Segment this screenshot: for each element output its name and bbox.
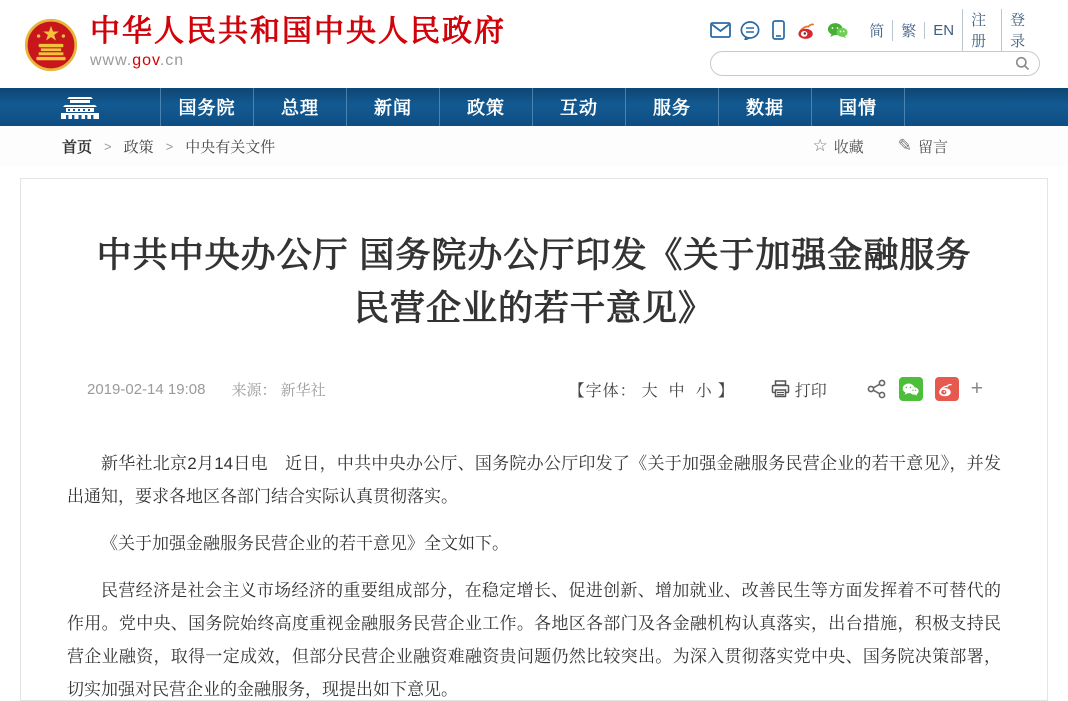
quick-links-row (710, 12, 1040, 50)
mobile-icon[interactable] (769, 20, 788, 40)
site-header (0, 0, 1068, 88)
breadcrumb (0, 126, 1068, 166)
comment-label: 留言 (917, 138, 948, 156)
crumb-actions (812, 136, 948, 157)
paragraph: 《关于加强金融服务民营企业的若干意见》全文如下。 (101, 534, 509, 553)
wechat-icon[interactable] (827, 20, 848, 40)
paragraph: 新华社北京2月14日电 近日，中共中央办公厅、国务院办公厅印发了《关于加强金融服务民营企业的若干意见》，并发出通知，要求各地区各部门结合实际认真贯彻落实。 (67, 454, 1001, 506)
url-www: www. (90, 52, 133, 69)
nav-home-tiananmen-icon[interactable] (0, 88, 160, 126)
article-card (20, 178, 1048, 701)
print-label: 打印 (794, 382, 827, 400)
share-group (867, 377, 983, 401)
site-title: 中华人民共和国中央人民政府 (90, 15, 506, 48)
font-size-suffix: 】 (717, 382, 735, 400)
lang-simplified[interactable]: 简 (869, 22, 885, 40)
article-meta (87, 377, 983, 401)
article-title: 中共中央办公厅 国务院办公厅印发《关于加强金融服务民营企业的若干意见》 (96, 236, 972, 328)
pencil-icon: ✎ (897, 136, 912, 155)
breadcrumb-current: 中央有关文件 (185, 138, 276, 156)
printer-icon (771, 380, 790, 398)
share-wechat-icon[interactable] (899, 377, 923, 401)
share-more-button[interactable]: + (970, 377, 983, 400)
lang-links (861, 9, 1040, 51)
search-box (710, 51, 1040, 76)
meta-left (87, 379, 326, 400)
main-nav (0, 88, 1068, 126)
source-value: 新华社 (280, 381, 326, 399)
nav-item-news[interactable]: 新闻 (346, 88, 439, 126)
favorite-button[interactable] (812, 136, 863, 157)
publish-date: 2019-02-14 19:08 (87, 380, 206, 398)
site-url (90, 52, 506, 70)
breadcrumb-separator: > (104, 138, 112, 154)
login-link[interactable]: 登录 (1001, 9, 1040, 51)
logo-text (90, 14, 506, 70)
national-emblem-icon (24, 18, 78, 72)
breadcrumb-policy[interactable]: 政策 (123, 138, 154, 156)
nav-item-services[interactable]: 服务 (625, 88, 718, 126)
nav-item-state-council[interactable]: 国务院 (160, 88, 253, 126)
breadcrumb-separator: > (165, 138, 174, 154)
url-gov: gov (132, 52, 160, 69)
search-icon[interactable] (1013, 55, 1031, 73)
lang-traditional[interactable]: 繁 (892, 20, 924, 41)
font-size-large[interactable]: 大 (641, 382, 659, 400)
nav-item-data[interactable]: 数据 (718, 88, 811, 126)
paragraph: 民营经济是社会主义市场经济的重要组成部分，在稳定增长、促进创新、增加就业、改善民生等方面发挥着不可替代的作用。党中央、国务院始终高度重视金融服务民营企业工作。各地区各部门及各金融机构认真落实，出台措施，积极支持民营企业融资，取得一定成效，但部分民营企业融资难融资贵问题仍然比较突出。为深入贯彻落实党中央、国务院决策部署，切实加强对民营企业的金融服务，现提出如下意见。 (67, 581, 1001, 699)
comment-button[interactable] (898, 136, 948, 157)
nav-item-interaction[interactable]: 互动 (532, 88, 625, 126)
weibo-icon[interactable] (797, 20, 818, 40)
font-size-control (569, 378, 735, 401)
breadcrumb-home[interactable]: 首页 (62, 138, 93, 156)
nav-item-country[interactable]: 国情 (811, 88, 904, 126)
favorite-label: 收藏 (833, 138, 864, 156)
star-icon: ☆ (812, 136, 828, 155)
header-right (710, 12, 1040, 76)
source (231, 379, 325, 400)
font-size-label: 【字体： (568, 382, 637, 400)
meta-right (569, 377, 983, 401)
nav-item-premier[interactable]: 总理 (253, 88, 346, 126)
print-button[interactable] (771, 378, 827, 401)
source-label: 来源： (231, 381, 277, 399)
url-cn: .cn (159, 52, 185, 69)
font-size-medium[interactable]: 中 (668, 382, 686, 400)
font-size-small[interactable]: 小 (695, 382, 713, 400)
search-input[interactable] (723, 54, 1013, 74)
mail-icon[interactable] (710, 20, 731, 40)
register-link[interactable]: 注册 (962, 9, 1001, 51)
share-weibo-icon[interactable] (935, 377, 959, 401)
message-bubble-icon[interactable] (740, 20, 760, 40)
nav-item-policy[interactable]: 政策 (439, 88, 532, 126)
site-logo[interactable] (24, 14, 506, 72)
nav-filler (904, 88, 1068, 126)
share-icon[interactable] (867, 379, 887, 399)
article-body (67, 447, 1001, 701)
lang-english[interactable]: EN (924, 22, 962, 39)
